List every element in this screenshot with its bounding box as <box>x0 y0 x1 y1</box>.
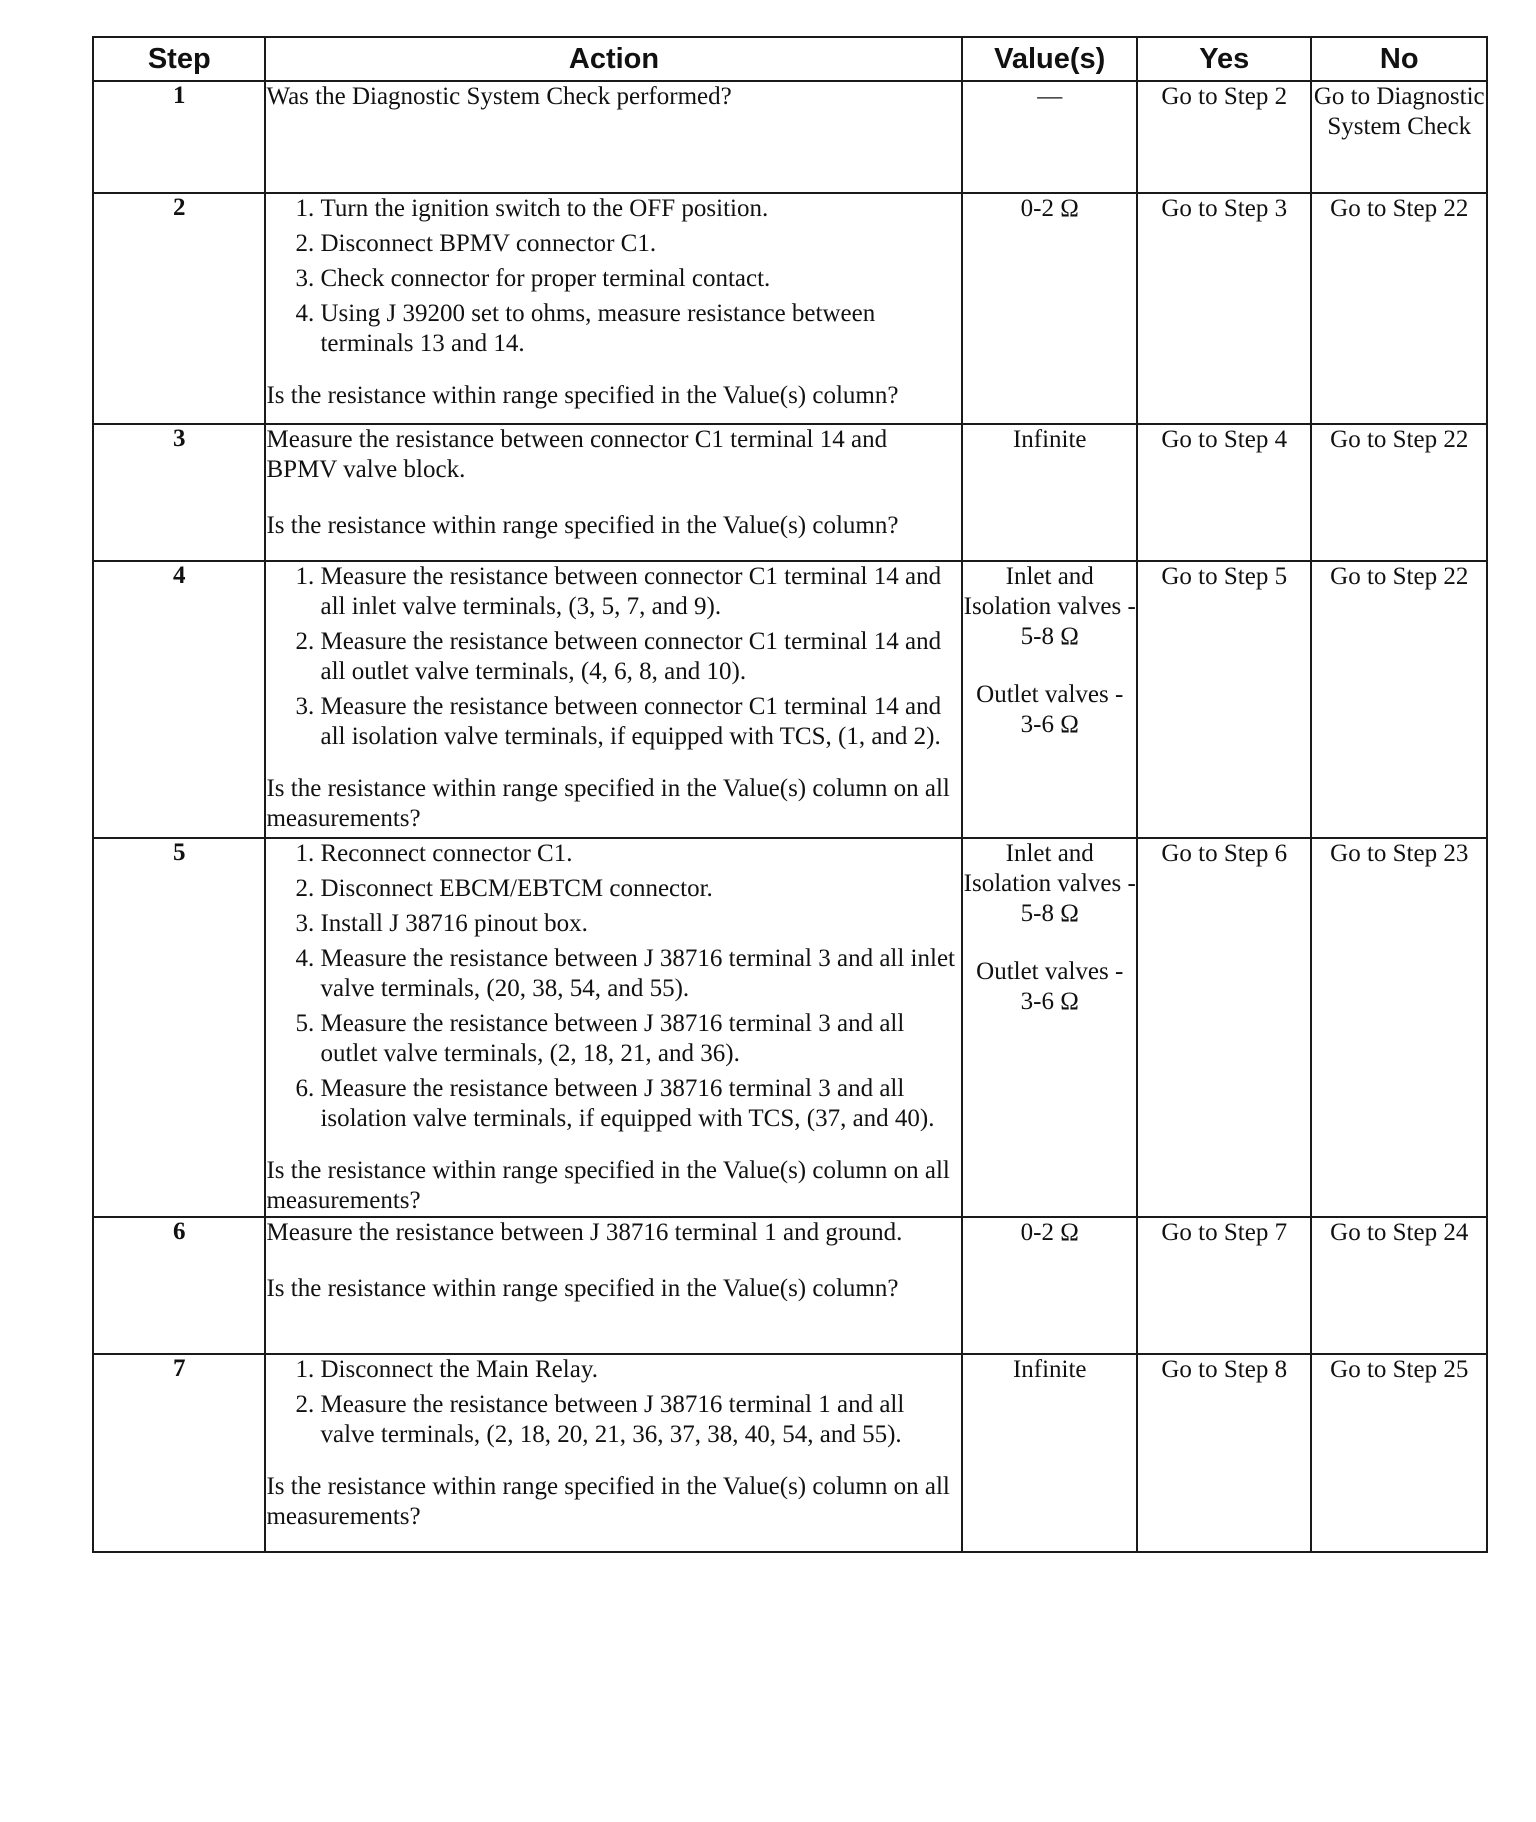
action-text: Measure the resistance between connector C1 terminal 14 and BPMV valve block. <box>266 426 888 483</box>
step-number: 7 <box>93 1354 265 1552</box>
action-step-item: 2. Measure the resistance between J 38716 terminal 1 and all valve terminals, (2, 18, 20, 21, 36, 37, 38, 40, 54, and 55). <box>320 1390 961 1450</box>
value-cell <box>962 561 1137 838</box>
action-step-item: 3. Install J 38716 pinout box. <box>320 909 961 939</box>
action-step-item: 1. Measure the resistance between connector C1 terminal 14 and all inlet valve terminals, (3, 5, 7, and 9). <box>320 562 961 622</box>
diagnostic-table <box>92 36 1488 1553</box>
action-cell <box>265 838 962 1217</box>
table-row <box>93 838 1487 1217</box>
action-step-item: 5. Measure the resistance between J 38716 terminal 3 and all outlet valve terminals, (2, 18, 21, and 36). <box>320 1009 961 1069</box>
no-cell: Go to Step 22 <box>1311 424 1487 561</box>
no-cell: Go to Step 22 <box>1311 561 1487 838</box>
action-text: Measure the resistance between J 38716 terminal 1 and ground. <box>266 1219 903 1246</box>
header-no: No <box>1311 37 1487 81</box>
value-cell <box>962 193 1137 424</box>
action-question: Is the resistance within range specified in the Value(s) column? <box>266 512 899 539</box>
table-row <box>93 1217 1487 1354</box>
yes-cell: Go to Step 5 <box>1137 561 1312 838</box>
header-values: Value(s) <box>962 37 1137 81</box>
yes-cell: Go to Step 7 <box>1137 1217 1312 1354</box>
action-cell <box>265 1354 962 1552</box>
header-row <box>93 37 1487 81</box>
table-row <box>93 193 1487 424</box>
action-step-list <box>266 839 961 1134</box>
table-row <box>93 1354 1487 1552</box>
step-number: 4 <box>93 561 265 838</box>
action-step-list <box>266 562 961 752</box>
header-yes: Yes <box>1137 37 1312 81</box>
yes-cell: Go to Step 6 <box>1137 838 1312 1217</box>
value-primary: Infinite <box>1012 1356 1087 1383</box>
no-cell: Go to Step 22 <box>1311 193 1487 424</box>
step-number: 2 <box>93 193 265 424</box>
no-cell: Go to Step 25 <box>1311 1354 1487 1552</box>
action-step-item: 1. Turn the ignition switch to the OFF position. <box>320 194 961 224</box>
value-primary: — <box>1037 83 1063 110</box>
action-step-item: 3. Check connector for proper terminal contact. <box>320 264 961 294</box>
step-number: 5 <box>93 838 265 1217</box>
value-cell <box>962 1217 1137 1354</box>
value-cell <box>962 838 1137 1217</box>
yes-cell: Go to Step 4 <box>1137 424 1312 561</box>
value-cell <box>962 1354 1137 1552</box>
no-cell: Go to Step 23 <box>1311 838 1487 1217</box>
yes-cell: Go to Step 3 <box>1137 193 1312 424</box>
value-cell <box>962 81 1137 193</box>
action-step-item: 4. Using J 39200 set to ohms, measure resistance between terminals 13 and 14. <box>320 299 961 359</box>
table-body <box>93 81 1487 1552</box>
step-number: 6 <box>93 1217 265 1354</box>
table-row <box>93 81 1487 193</box>
no-cell: Go to Step 24 <box>1311 1217 1487 1354</box>
yes-cell: Go to Step 2 <box>1137 81 1312 193</box>
step-number: 3 <box>93 424 265 561</box>
value-secondary: Outlet valves - 3-6 Ω <box>976 958 1124 1015</box>
value-primary: 0-2 Ω <box>1020 1219 1079 1246</box>
no-cell: Go to Diagnostic System Check <box>1311 81 1487 193</box>
header-action: Action <box>265 37 962 81</box>
value-cell <box>962 424 1137 561</box>
value-primary: 0-2 Ω <box>1020 195 1079 222</box>
action-step-item: 4. Measure the resistance between J 38716 terminal 3 and all inlet valve terminals, (20, 38, 54, and 55). <box>320 944 961 1004</box>
action-step-list <box>266 194 961 359</box>
value-primary: Inlet and Isolation valves - 5-8 Ω <box>963 840 1136 927</box>
action-cell <box>265 561 962 838</box>
action-question: Is the resistance within range specified in the Value(s) column on all measurements? <box>266 775 950 832</box>
action-question: Is the resistance within range specified in the Value(s) column on all measurements? <box>266 1157 950 1214</box>
step-number: 1 <box>93 81 265 193</box>
action-step-item: 3. Measure the resistance between connector C1 terminal 14 and all isolation valve terminals, if equipped with TCS, (1, and 2). <box>320 692 961 752</box>
action-step-item: 2. Disconnect EBCM/EBTCM connector. <box>320 874 961 904</box>
action-text: Was the Diagnostic System Check performed? <box>266 83 732 110</box>
action-cell <box>265 193 962 424</box>
action-question: Is the resistance within range specified in the Value(s) column? <box>266 382 899 409</box>
table-row <box>93 561 1487 838</box>
value-secondary: Outlet valves - 3-6 Ω <box>976 681 1124 738</box>
action-step-item: 6. Measure the resistance between J 38716 terminal 3 and all isolation valve terminals, if equipped with TCS, (37, and 40). <box>320 1074 961 1134</box>
value-primary: Inlet and Isolation valves - 5-8 Ω <box>963 563 1136 650</box>
action-cell <box>265 1217 962 1354</box>
value-primary: Infinite <box>1012 426 1087 453</box>
header-step: Step <box>93 37 265 81</box>
action-step-item: 2. Measure the resistance between connector C1 terminal 14 and all outlet valve terminals, (4, 6, 8, and 10). <box>320 627 961 687</box>
action-step-item: 1. Disconnect the Main Relay. <box>320 1355 961 1385</box>
action-step-list <box>266 1355 961 1450</box>
yes-cell: Go to Step 8 <box>1137 1354 1312 1552</box>
action-question: Is the resistance within range specified in the Value(s) column on all measurements? <box>266 1473 950 1530</box>
action-cell <box>265 81 962 193</box>
table-row <box>93 424 1487 561</box>
action-cell <box>265 424 962 561</box>
action-question: Is the resistance within range specified in the Value(s) column? <box>266 1275 899 1302</box>
action-step-item: 2. Disconnect BPMV connector C1. <box>320 229 961 259</box>
action-step-item: 1. Reconnect connector C1. <box>320 839 961 869</box>
